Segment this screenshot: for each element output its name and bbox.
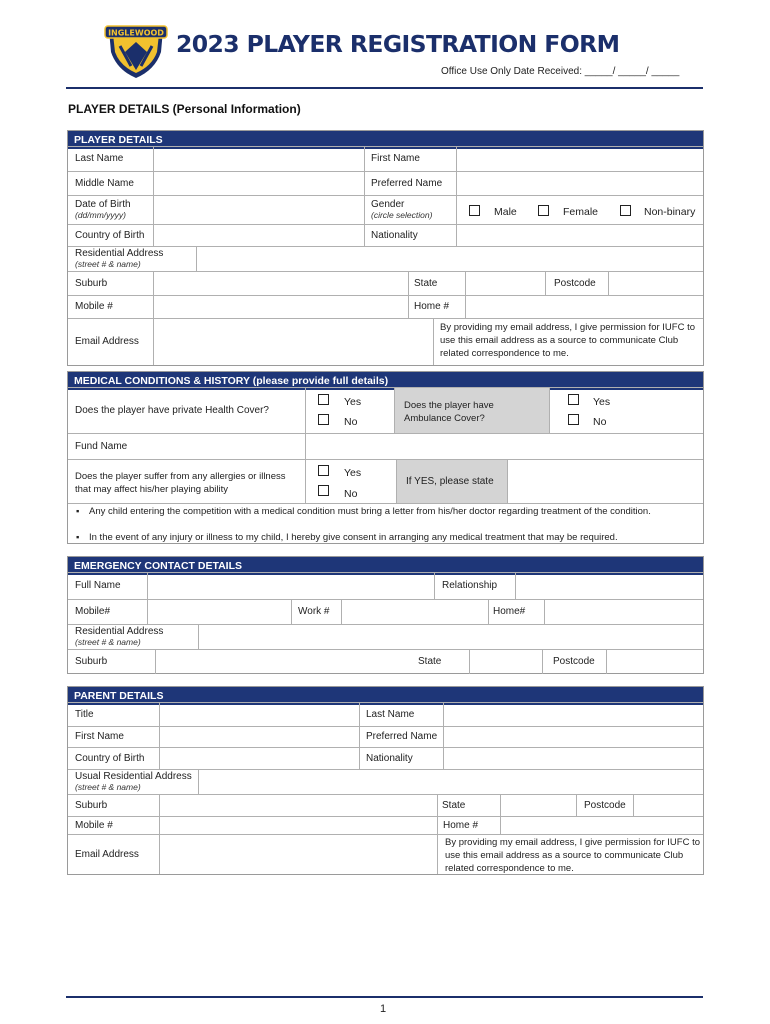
emergency-state-label: State (418, 656, 442, 667)
allergies-no-checkbox[interactable] (318, 485, 329, 496)
header-rule (66, 87, 703, 89)
nonbinary-label: Non-binary (644, 206, 696, 218)
fund-name-field[interactable] (306, 434, 703, 458)
suburb-label: Suburb (75, 277, 108, 289)
player-details-table (67, 130, 704, 366)
parent-postcode-field[interactable] (634, 795, 703, 815)
emergency-work-field[interactable] (342, 600, 487, 623)
medical-table: MEDICAL CONDITIONS & HISTORY (please provide full details) Does the player have private Health Cover? Yes No Does the player have Ambulance Cover? Yes No Fund Name Does the player suffer from any allergies or illness that may affect his/her playing ability Yes No If YES, please state ▪ Any child entering the competition with a medical condition must bring a letter from his/her doctor regarding treatment of the condition. ▪ In the event of any injury or illness to my child, I hereby give consent in arranging any medical treatment that may be required. (67, 371, 704, 544)
ambulance-yes-checkbox[interactable] (568, 394, 579, 405)
office-use-date: Office Use Only Date Received: _____/ _____/ _____ (441, 66, 680, 77)
page-number: 1 (380, 1003, 387, 1015)
allergies-yes-label: Yes (344, 467, 362, 479)
player-details-header: PLAYER DETAILS (68, 131, 703, 149)
form-title: 2023 PLAYER REGISTRATION FORM (176, 30, 620, 58)
first-name-label: First Name (371, 153, 420, 164)
suburb-field[interactable] (154, 272, 407, 294)
emergency-full-name-label: Full Name (75, 580, 121, 591)
emergency-header: EMERGENCY CONTACT DETAILS (68, 557, 703, 575)
mobile-field[interactable] (154, 296, 407, 317)
preferred-name-label: Preferred Name (371, 177, 443, 189)
ambulance-no-checkbox[interactable] (568, 414, 579, 425)
ambulance-cover-label: Does the player have Ambulance Cover? (404, 400, 494, 424)
fund-name-label: Fund Name (75, 440, 128, 452)
emergency-address-field[interactable] (199, 625, 703, 648)
emergency-mobile-field[interactable] (148, 600, 290, 623)
parent-last-name-field[interactable] (444, 703, 703, 725)
parent-last-name-label: Last Name (366, 708, 415, 720)
emergency-address-label: Residential Address (street # & name) (75, 626, 164, 647)
home-label: Home # (414, 301, 450, 312)
ambulance-no-label: No (593, 416, 607, 428)
health-cover-label: Does the player have private Health Cover? (75, 404, 269, 416)
female-label: Female (563, 206, 599, 218)
emergency-suburb-label: Suburb (75, 656, 108, 667)
email-label: Email Address (75, 336, 139, 347)
logo-text: INGLEWOOD (108, 28, 164, 38)
emergency-suburb-field[interactable] (156, 650, 406, 673)
first-name-field[interactable] (457, 147, 703, 170)
mobile-label: Mobile # (75, 301, 113, 312)
allergies-label: Does the player suffer from any allergies or illness that may affect his/her playing ability (75, 471, 286, 495)
health-cover-yes-checkbox[interactable] (318, 394, 329, 405)
emergency-postcode-label: Postcode (553, 656, 595, 667)
medical-header: MEDICAL CONDITIONS & HISTORY (please provide full details) (68, 372, 703, 390)
female-checkbox[interactable] (538, 205, 549, 216)
state-field[interactable] (466, 272, 544, 294)
emergency-home-field[interactable] (545, 600, 703, 623)
parent-nationality-label: Nationality (366, 752, 413, 764)
parent-address-label: Usual Residential Address (street # & name) (75, 771, 192, 792)
parent-header: PARENT DETAILS (68, 687, 703, 705)
parent-suburb-field[interactable] (160, 795, 436, 815)
emergency-home-label: Home# (493, 606, 526, 617)
address-label: Residential Address (street # & name) (75, 248, 164, 269)
medical-note-1: Any child entering the competition with a medical condition must bring a letter from his/her doctor regarding treatment of the condition. (89, 506, 651, 517)
parent-email-label: Email Address (75, 848, 139, 860)
nationality-field[interactable] (457, 225, 703, 245)
postcode-label: Postcode (554, 277, 596, 289)
health-cover-no-checkbox[interactable] (318, 414, 329, 425)
allergies-yes-checkbox[interactable] (318, 465, 329, 476)
country-of-birth-field[interactable] (154, 225, 363, 245)
emergency-work-label: Work # (298, 606, 330, 617)
parent-state-label: State (442, 799, 466, 811)
male-checkbox[interactable] (469, 205, 480, 216)
allergies-no-label: No (344, 488, 358, 500)
parent-preferred-name-label: Preferred Name (366, 731, 438, 742)
home-field[interactable] (466, 296, 703, 317)
parent-email-field[interactable] (160, 835, 436, 873)
parent-nationality-field[interactable] (444, 748, 703, 768)
relationship-field[interactable] (516, 573, 703, 598)
ambulance-yes-label: Yes (593, 396, 611, 408)
emergency-full-name-field[interactable] (148, 573, 433, 598)
parent-suburb-label: Suburb (75, 799, 108, 811)
dob-field[interactable] (154, 196, 363, 223)
parent-first-name-field[interactable] (160, 727, 358, 746)
section-heading: PLAYER DETAILS (Personal Information) (68, 102, 301, 116)
parent-details-table (67, 686, 704, 875)
parent-first-name-label: First Name (75, 731, 124, 742)
last-name-field[interactable] (154, 147, 363, 170)
middle-name-label: Middle Name (75, 177, 134, 189)
parent-country-of-birth-field[interactable] (160, 748, 358, 768)
nonbinary-checkbox[interactable] (620, 205, 631, 216)
parent-preferred-name-field[interactable] (444, 727, 703, 746)
health-cover-yes-label: Yes (344, 396, 362, 408)
health-cover-no-label: No (344, 416, 358, 428)
parent-title-label: Title (75, 708, 94, 720)
parent-state-field[interactable] (501, 795, 575, 815)
parent-home-label: Home # (443, 819, 479, 831)
emergency-state-field[interactable] (470, 650, 541, 673)
preferred-name-field[interactable] (457, 172, 703, 194)
emergency-postcode-field[interactable] (607, 650, 703, 673)
middle-name-field[interactable] (154, 172, 363, 194)
parent-home-field[interactable] (501, 817, 703, 833)
nationality-label: Nationality (371, 229, 418, 241)
last-name-label: Last Name (75, 153, 124, 164)
allergies-detail-field[interactable] (508, 460, 703, 502)
dob-label: Date of Birth (dd/mm/yyyy) (75, 199, 131, 220)
parent-email-consent: By providing my email address, I give permission for IUFC to use this email address as a source to communicate Club related correspondence to me. (445, 837, 701, 874)
email-field[interactable] (154, 319, 432, 364)
relationship-label: Relationship (442, 580, 498, 591)
email-consent: By providing my email address, I give permission for IUFC to use this email address as a source to communicate Club related correspondence to me. (440, 322, 696, 359)
if-yes-label: If YES, please state (406, 476, 494, 487)
parent-country-of-birth-label: Country of Birth (75, 752, 145, 764)
state-label: State (414, 277, 438, 289)
parent-postcode-label: Postcode (584, 799, 626, 811)
parent-mobile-label: Mobile # (75, 819, 113, 831)
postcode-field[interactable] (609, 272, 703, 294)
emergency-mobile-label: Mobile# (75, 606, 111, 617)
footer-rule (66, 996, 703, 998)
gender-label: Gender (circle selection) (371, 199, 433, 220)
male-label: Male (494, 206, 517, 218)
parent-title-field[interactable] (160, 703, 358, 725)
parent-mobile-field[interactable] (160, 817, 436, 833)
country-of-birth-label: Country of Birth (75, 229, 145, 241)
medical-note-2: In the event of any injury or illness to my child, I hereby give consent in arranging any medical treatment that may be required. (89, 532, 618, 543)
parent-address-field[interactable] (199, 770, 703, 793)
address-field[interactable] (197, 247, 703, 270)
emergency-contact-table (67, 556, 704, 674)
club-logo (103, 22, 169, 80)
